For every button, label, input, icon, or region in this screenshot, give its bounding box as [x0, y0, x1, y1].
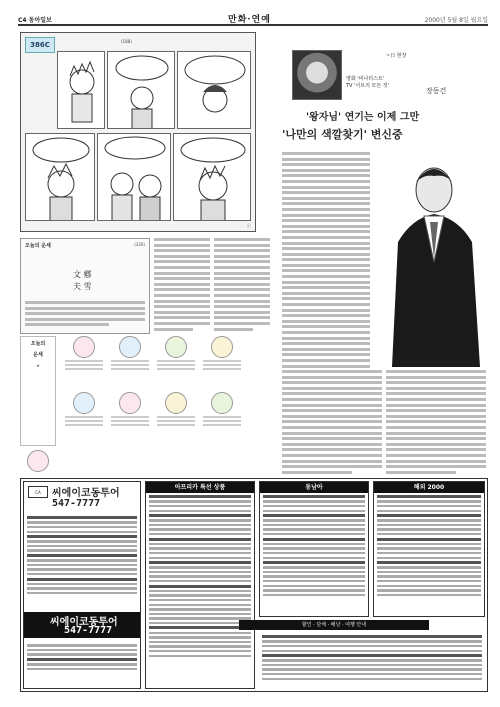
ad-title: 동남아 — [260, 482, 368, 493]
horoscope-item — [154, 336, 198, 390]
ad-title: 해외 2000 — [374, 482, 484, 493]
horoscope-item — [62, 336, 106, 390]
feature-article — [276, 32, 488, 472]
agency-banner: 씨에이코동투어 547-7777 — [24, 612, 140, 638]
headline: '왕자님' 연기는 이제 그만 — [306, 112, 420, 123]
comic-panel-2 — [107, 51, 175, 129]
zodiac-tiger-icon — [165, 336, 187, 358]
fortune-text — [25, 301, 145, 329]
horoscope-item — [108, 392, 152, 446]
comic-panel-6 — [173, 133, 251, 221]
horoscope-item — [200, 392, 244, 446]
horoscope-item — [62, 392, 106, 446]
zodiac-rabbit-icon — [211, 336, 233, 358]
zodiac-sheep-icon — [211, 392, 233, 414]
travel-ad-4 — [373, 481, 485, 617]
zodiac-ox-icon — [119, 336, 141, 358]
horoscope-item — [154, 392, 198, 446]
fortune-box — [20, 238, 150, 334]
advertisement-section — [20, 478, 488, 692]
horoscope-item — [108, 336, 152, 390]
agency-phone: 547-7777 — [52, 498, 101, 509]
agency-logo: CA — [28, 486, 48, 498]
fortune-number: (326) — [134, 242, 145, 247]
horoscope-label: 오늘의 운세 ★ — [20, 336, 56, 446]
fortune-heading: 文 鄕 夫 雪 — [73, 270, 92, 291]
comic-credit: ⓒ — [247, 223, 251, 228]
actor-photo — [372, 152, 490, 367]
feature-text-2 — [282, 370, 382, 476]
page-header — [18, 12, 488, 26]
feature-subtitle: 영화 '비나리스트' TV '이브의 모든 것' — [346, 76, 389, 89]
fortune-title: 오늘의 운세 — [25, 243, 51, 249]
discount-banner: 할인 · 단체 · 배낭 · 여행 안내 — [239, 620, 429, 630]
travel-ad-5 — [259, 633, 485, 689]
feature-tag: ~日 현장 — [386, 53, 407, 59]
issue-date: 2000년 5월 8일 월요일 — [424, 17, 488, 24]
travel-ad-1 — [23, 481, 141, 689]
actor-portrait-small — [292, 50, 342, 100]
headline-sub: '나만의 색깔찾기' 변신중 — [282, 128, 403, 141]
section-title: 만화·연예 — [228, 15, 271, 25]
zodiac-monkey-icon — [27, 450, 49, 472]
zodiac-horse-icon — [165, 392, 187, 414]
horoscope-item — [200, 336, 244, 390]
comic-panel-3 — [177, 51, 251, 129]
comic-panel-4 — [25, 133, 95, 221]
feature-text-3 — [386, 370, 486, 476]
travel-ad-2 — [145, 481, 255, 689]
comic-episode-number: (188) — [121, 39, 132, 44]
agency-name: 씨에이코동투어 — [52, 488, 120, 499]
comic-panel-5 — [97, 133, 171, 221]
feature-text-1 — [282, 152, 370, 376]
zodiac-snake-icon — [119, 392, 141, 414]
comic-panel-1 — [57, 51, 105, 129]
comic-title-badge: 386C — [25, 37, 55, 53]
article-column-1 — [154, 238, 210, 333]
zodiac-rat-icon — [73, 336, 95, 358]
travel-ad-3 — [259, 481, 369, 617]
zodiac-dragon-icon — [73, 392, 95, 414]
comic-strip — [20, 32, 256, 232]
ad-title: 아프리카 특선 상품 — [146, 482, 254, 493]
actor-name: 장동건 — [426, 87, 447, 95]
page-number: C4 동아일보 — [18, 17, 52, 24]
article-column-2 — [214, 238, 270, 333]
